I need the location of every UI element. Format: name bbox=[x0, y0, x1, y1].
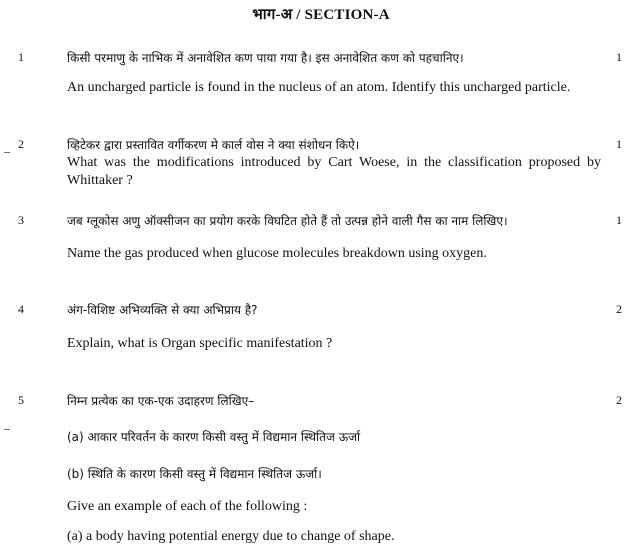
question-english-subpart: (a) a body having potential energy due to change of shape. bbox=[67, 529, 395, 544]
question-hindi-text: जब ग्लूकोस अणु ऑक्सीजन का प्रयोग करके विघटित होते हैं तो उत्पन्न होने वाली गैस का नाम लिखिए। bbox=[67, 214, 508, 228]
question-marks: 1 bbox=[616, 137, 622, 151]
question-marks: 2 bbox=[616, 393, 622, 407]
question-number: 1 bbox=[18, 50, 24, 64]
question-marks: 2 bbox=[616, 302, 622, 316]
question-hindi-subpart: (b) स्थिति के कारण किसी वस्तु में विद्यमान स्थितिज ऊर्जा। bbox=[67, 467, 322, 481]
question-english-text: Give an example of each of the following : bbox=[67, 499, 308, 514]
question-hindi-text: किसी परमाणु के नाभिक में अनावेशित कण पाया गया है। इस अनावेशित कण को पहचानिए। bbox=[67, 51, 464, 65]
question-marks: 1 bbox=[616, 50, 622, 64]
question-english-text: What was the modifications introduced by Cart Woese, in the classification proposed by Whittaker ? bbox=[67, 155, 601, 188]
question-english-text: Name the gas produced when glucose molecules breakdown using oxygen. bbox=[67, 246, 487, 261]
margin-dash: – bbox=[4, 421, 10, 435]
question-number: 5 bbox=[18, 393, 24, 407]
question-hindi-subpart: (a) आकार परिवर्तन के कारण किसी वस्तु में विद्यमान स्थितिज ऊर्जा bbox=[67, 430, 361, 444]
margin-dash: – bbox=[4, 144, 10, 158]
question-english-text: An uncharged particle is found in the nucleus of an atom. Identify this uncharged particle. bbox=[67, 80, 571, 95]
question-number: 2 bbox=[18, 137, 24, 151]
question-hindi-text: अंग-विशिष्ट अभिव्यक्ति से क्या अभिप्राय है? bbox=[67, 303, 258, 317]
question-marks: 1 bbox=[616, 213, 622, 227]
question-number: 4 bbox=[18, 302, 24, 316]
question-hindi-text: व्हिटेकर द्वारा प्रस्तावित वर्गीकरण मे कार्ल वोस ने क्या संशोधन किऐ। bbox=[67, 138, 360, 152]
question-number: 3 bbox=[18, 213, 24, 227]
section-title: भाग-अ / SECTION-A bbox=[252, 7, 390, 23]
question-hindi-text: निम्न प्रत्येक का एक-एक उदाहरण लिखिए– bbox=[67, 394, 255, 408]
question-english-text: Explain, what is Organ specific manifestation ? bbox=[67, 336, 333, 351]
